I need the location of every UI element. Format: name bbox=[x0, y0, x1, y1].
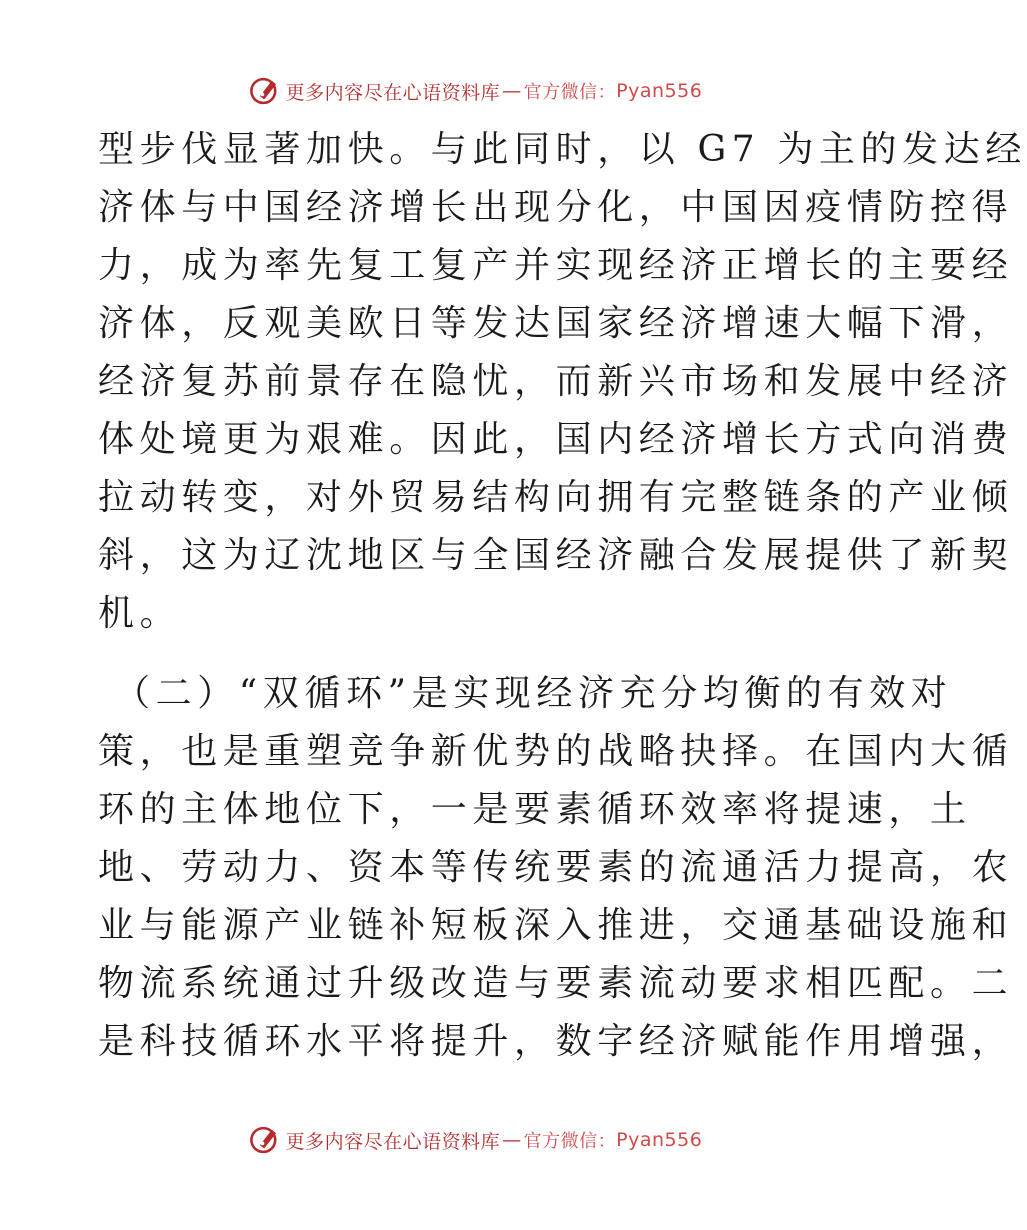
text-line: 经济复苏前景存在隐忧，而新兴市场和发展中经济 bbox=[98, 361, 1014, 402]
pen-nib-circle-icon bbox=[248, 1123, 282, 1157]
document-body bbox=[98, 121, 1027, 1071]
paragraph-gap bbox=[98, 643, 850, 665]
text-line: 策，也是重塑竞争新优势的战略抉择。在国内大循 bbox=[98, 731, 1014, 772]
section-heading-line: （二）“双循环”是实现经济充分均衡的有效对 bbox=[114, 673, 953, 714]
text-line: 济体，反观美欧日等发达国家经济增速大幅下滑， bbox=[98, 303, 1014, 344]
pen-nib-circle-icon bbox=[248, 74, 282, 108]
text-line: 是科技循环水平将提升，数字经济赋能作用增强， bbox=[98, 1021, 1014, 1062]
footer-watermark bbox=[0, 1120, 950, 1160]
header-watermark bbox=[0, 71, 950, 111]
paragraph-2 bbox=[98, 665, 1014, 1071]
text-line: 济体与中国经济增长出现分化，中国因疫情防控得 bbox=[98, 187, 1014, 228]
text-line: 拉动转变，对外贸易结构向拥有完整链条的产业倾 bbox=[98, 477, 1014, 518]
text-line: 业与能源产业链补短板深入推进，交通基础设施和 bbox=[98, 905, 1014, 946]
text-line: 斜，这为辽沈地区与全国经济融合发展提供了新契 bbox=[98, 535, 1014, 576]
text-line: 环的主体地位下，一是要素循环效率将提速，土 bbox=[98, 789, 972, 830]
text-line: 型步伐显著加快。与此同时，以 G7 为主的发达经 bbox=[98, 129, 1027, 170]
text-line: 物流系统通过升级改造与要素流动要求相匹配。二 bbox=[98, 963, 1014, 1004]
text-line: 体处境更为艰难。因此，国内经济增长方式向消费 bbox=[98, 419, 1014, 460]
watermark-brand: 更多内容尽在心语资料库 bbox=[285, 81, 501, 104]
text-line: 力，成为率先复工复产并实现经济正增长的主要经 bbox=[98, 245, 1014, 286]
text-line: 机。 bbox=[98, 593, 182, 634]
watermark-separator: — bbox=[502, 80, 522, 102]
watermark-brand: 更多内容尽在心语资料库 bbox=[285, 1130, 501, 1153]
watermark-wechat-label: 官方微信： bbox=[523, 82, 617, 103]
paragraph-1 bbox=[98, 121, 1027, 643]
text-line: 地、劳动力、资本等传统要素的流通活力提高，农 bbox=[98, 847, 1014, 888]
watermark-wechat-label: 官方微信： bbox=[523, 1131, 617, 1152]
watermark-separator: — bbox=[502, 1129, 522, 1151]
watermark-wechat-id: Pyan556 bbox=[616, 1129, 703, 1151]
watermark-wechat-id: Pyan556 bbox=[616, 80, 703, 102]
